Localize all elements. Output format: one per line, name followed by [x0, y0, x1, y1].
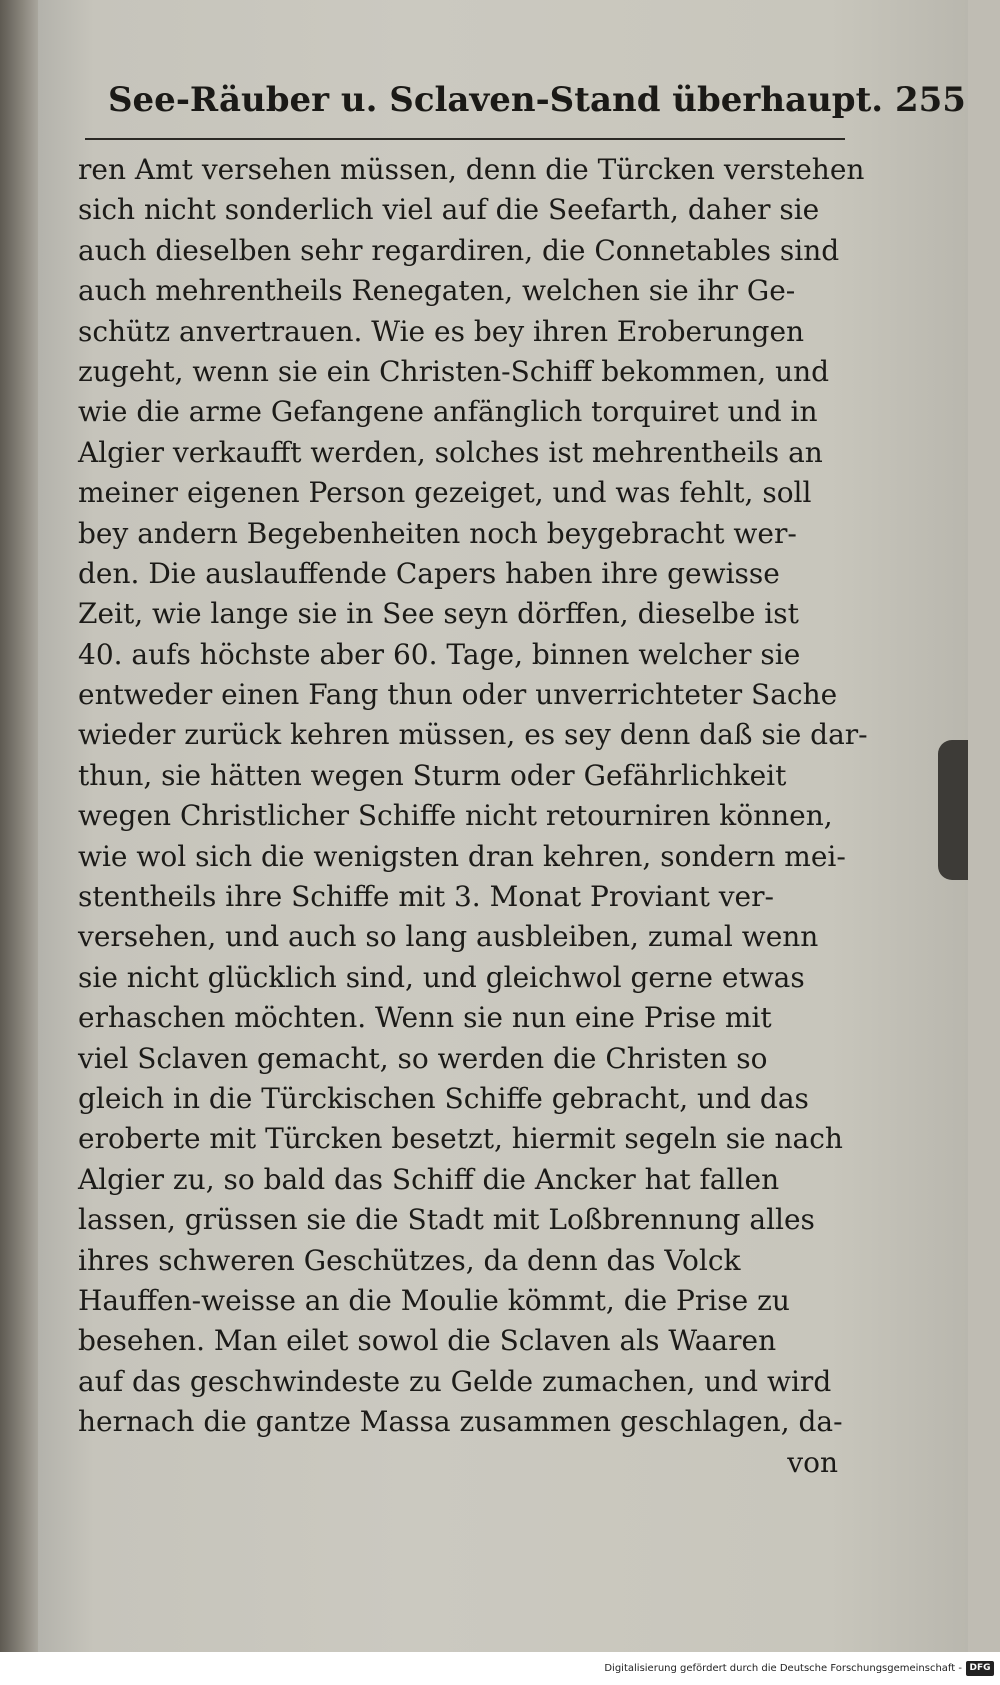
- book-gutter-shadow: [0, 0, 38, 1652]
- text-line: gleich in die Türckischen Schiffe gebracht, und das: [78, 1081, 809, 1115]
- text-line: auch mehrentheils Renegaten, welchen sie ihr Ge-: [78, 274, 796, 308]
- text-line: wieder zurück kehren müssen, es sey denn daß sie dar-: [78, 718, 868, 752]
- text-line: Hauffen-weisse an die Moulie kömmt, die Prise zu: [78, 1283, 790, 1317]
- footer: [0, 1656, 1000, 1682]
- text-line: Zeit, wie lange sie in See seyn dörffen, dieselbe ist: [78, 597, 799, 631]
- text-line: besehen. Man eilet sowol die Sclaven als Waaren: [78, 1324, 777, 1358]
- text-line: erhaschen möchten. Wenn sie nun eine Prise mit: [78, 1001, 772, 1035]
- text-line: 40. aufs höchste aber 60. Tage, binnen welcher sie: [78, 637, 801, 671]
- text-line: bey andern Begebenheiten noch beygebracht wer-: [78, 516, 797, 550]
- text-line: den. Die auslauffende Capers haben ihre gewisse: [78, 556, 780, 590]
- text-line: sie nicht glücklich sind, und gleichwol gerne etwas: [78, 960, 805, 994]
- text-line: wie wol sich die wenigsten dran kehren, sondern mei-: [78, 839, 846, 873]
- text-line: hernach die gantze Massa zusammen geschlagen, da-: [78, 1405, 843, 1439]
- text-line: thun, sie hätten wegen Sturm oder Gefährlichkeit: [78, 758, 787, 792]
- text-line: auch dieselben sehr regardiren, die Connetables sind: [78, 233, 840, 267]
- text-line: schütz anvertrauen. Wie es bey ihren Eroberungen: [78, 314, 805, 348]
- text-line: zugeht, wenn sie ein Christen-Schiff bekommen, und: [78, 354, 830, 388]
- text-line: stentheils ihre Schiffe mit 3. Monat Proviant ver-: [78, 880, 774, 914]
- text-line: Algier verkaufft werden, solches ist mehrentheils an: [78, 435, 823, 469]
- text-line: wegen Christlicher Schiffe nicht retourniren können,: [78, 799, 833, 833]
- text-line: viel Sclaven gemacht, so werden die Christen so: [78, 1041, 768, 1075]
- text-line: sich nicht sonderlich viel auf die Seefarth, daher sie: [78, 193, 820, 227]
- catchword: von: [787, 1445, 838, 1479]
- text-line: meiner eigenen Person gezeiget, und was fehlt, soll: [78, 476, 812, 510]
- text-line: entweder einen Fang thun oder unverrichteter Sache: [78, 678, 838, 712]
- text-line: versehen, und auch so lang ausbleiben, zumal wenn: [78, 920, 819, 954]
- dfg-logo-icon: DFG: [966, 1661, 994, 1676]
- text-line: ren Amt versehen müssen, denn die Türcken verstehen: [78, 153, 865, 186]
- header-rule: [85, 138, 845, 140]
- text-line: wie die arme Gefangene anfänglich torquiret und in: [78, 395, 818, 429]
- body-text: [78, 150, 868, 1483]
- footer-credit: Digitalisierung gefördert durch die Deutsche Forschungsgemeinschaft -: [604, 1663, 962, 1674]
- running-header: See-Räuber u. Sclaven-Stand überhaupt. 255: [108, 80, 966, 120]
- text-line: Algier zu, so bald das Schiff die Ancker hat fallen: [78, 1162, 780, 1196]
- text-line: lassen, grüssen sie die Stadt mit Loßbrennung alles: [78, 1203, 815, 1237]
- text-line: eroberte mit Türcken besetzt, hiermit segeln sie nach: [78, 1122, 843, 1156]
- page-clip-tab: [938, 740, 968, 880]
- text-line: ihres schweren Geschützes, da denn das Volck: [78, 1243, 741, 1277]
- text-line: auf das geschwindeste zu Gelde zumachen, und wird: [78, 1364, 832, 1398]
